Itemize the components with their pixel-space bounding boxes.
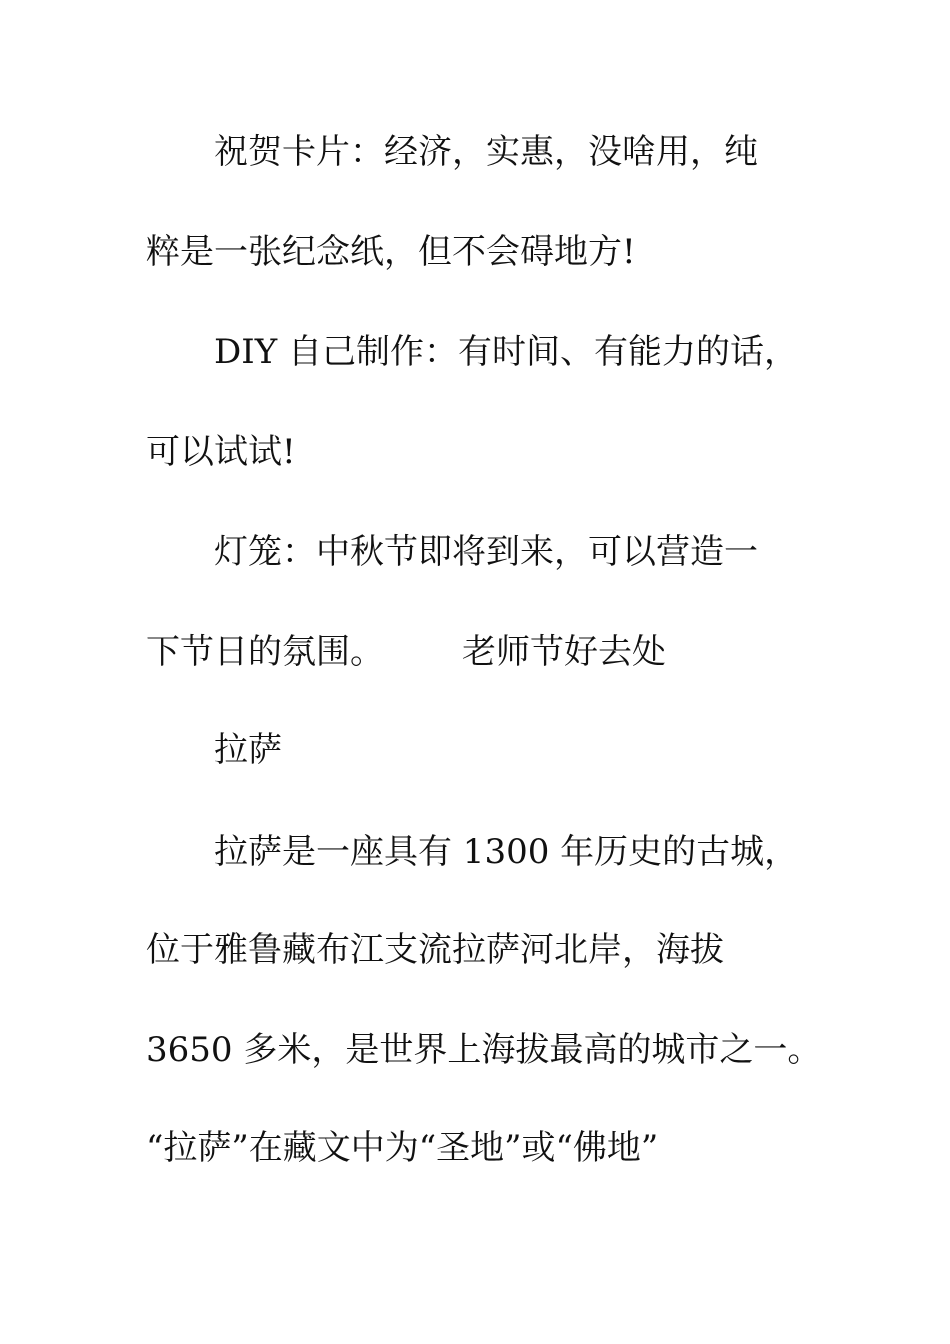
paragraph-line-lhasa-2: 位于雅鲁藏布江支流拉萨河北岸，海拔	[146, 930, 724, 970]
section-heading: 老师节好去处	[462, 632, 666, 672]
lantern-text-end: 下节日的氛围。	[146, 632, 384, 672]
paragraph-line-greeting-card: 祝贺卡片：经济，实惠，没啥用，纯	[214, 132, 758, 172]
paragraph-line-lhasa-3: 3650 多米，是世界上海拔最高的城市之一。	[146, 1030, 822, 1070]
paragraph-line-diy: DIY 自己制作：有时间、有能力的话，	[214, 332, 798, 372]
paragraph-line-lhasa-4: “拉萨”在藏文中为“圣地”或“佛地”	[146, 1128, 659, 1168]
paragraph-line-lantern: 灯笼：中秋节即将到来，可以营造一	[214, 532, 758, 572]
subheading-lhasa: 拉萨	[214, 730, 282, 770]
paragraph-line-lantern-cont	[0, 622, 950, 682]
paragraph-line-lhasa-1: 拉萨是一座具有 1300 年历史的古城，	[214, 832, 799, 872]
paragraph-line-diy-cont: 可以试试!	[146, 432, 296, 472]
paragraph-line-greeting-card-cont: 粹是一张纪念纸，但不会碍地方!	[146, 232, 636, 272]
